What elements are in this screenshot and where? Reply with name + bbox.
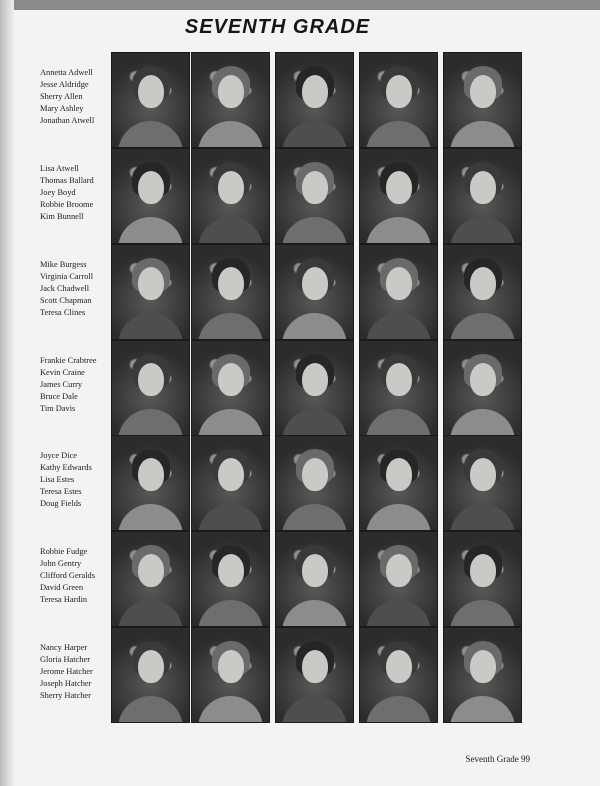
portrait-face xyxy=(470,363,496,396)
student-name: Jack Chadwell xyxy=(40,283,90,293)
student-name: Sherry Hatcher xyxy=(40,690,91,700)
name-list xyxy=(40,355,110,415)
portrait-face xyxy=(386,267,412,300)
portrait-shoulders xyxy=(198,121,263,147)
student-name: Teresa Hardin xyxy=(40,594,88,604)
student-portrait xyxy=(112,532,189,626)
portrait-shoulders xyxy=(282,121,347,147)
portrait-shoulders xyxy=(450,600,515,626)
portrait-face xyxy=(470,171,496,204)
student-name: Mike Burgess xyxy=(40,260,87,269)
portrait-shoulders xyxy=(118,121,183,147)
student-name: Robbie Broome xyxy=(40,199,94,209)
student-portrait xyxy=(444,341,521,435)
portrait-shoulders xyxy=(450,409,515,435)
portrait-shoulders xyxy=(366,313,431,339)
student-portrait xyxy=(112,628,189,722)
portrait-shoulders xyxy=(366,696,431,722)
student-name: Annetta Adwell xyxy=(40,68,93,77)
student-portrait xyxy=(444,149,521,243)
portrait-shoulders xyxy=(450,313,515,339)
student-portrait xyxy=(276,436,353,530)
student-portrait xyxy=(276,149,353,243)
portrait-face xyxy=(218,363,244,396)
student-portrait xyxy=(444,628,521,722)
portrait-shoulders xyxy=(118,696,183,722)
student-name: Lisa Estes xyxy=(40,474,75,484)
student-name: Thomas Ballard xyxy=(40,175,94,185)
student-portrait xyxy=(276,341,353,435)
student-name: Jonathan Atwell xyxy=(40,115,95,125)
student-name: John Gentry xyxy=(40,558,82,568)
portrait-shoulders xyxy=(450,504,515,530)
student-name: Teresa Clines xyxy=(40,307,86,317)
name-list xyxy=(40,259,110,319)
portrait-face xyxy=(386,458,412,491)
student-portrait xyxy=(192,245,269,339)
portrait-shoulders xyxy=(282,504,347,530)
portrait-face xyxy=(138,650,164,683)
portrait-face xyxy=(218,458,244,491)
portrait-shoulders xyxy=(366,121,431,147)
name-list xyxy=(40,163,110,223)
student-portrait xyxy=(444,436,521,530)
student-portrait xyxy=(112,341,189,435)
student-name: Teresa Estes xyxy=(40,486,82,496)
student-name: Joyce Dice xyxy=(40,451,77,460)
portrait-face xyxy=(302,554,328,587)
student-name: Scott Chapman xyxy=(40,295,92,305)
portrait-face xyxy=(386,171,412,204)
student-portrait xyxy=(276,532,353,626)
portrait-face xyxy=(138,267,164,300)
page-title: SEVENTH GRADE xyxy=(184,16,371,38)
student-portrait xyxy=(192,436,269,530)
student-portrait xyxy=(444,532,521,626)
name-list xyxy=(40,67,110,127)
student-name: James Curry xyxy=(40,379,83,389)
book-spine-shadow xyxy=(0,0,14,786)
portrait-shoulders xyxy=(198,313,263,339)
portrait-face xyxy=(138,75,164,108)
student-name: Kathy Edwards xyxy=(40,462,92,472)
student-portrait xyxy=(192,341,269,435)
student-name: Tim Davis xyxy=(40,403,76,413)
portrait-shoulders xyxy=(282,217,347,243)
portrait-shoulders xyxy=(282,696,347,722)
student-name: Sherry Allen xyxy=(40,91,83,101)
portrait-face xyxy=(138,458,164,491)
student-portrait xyxy=(112,53,189,147)
portrait-face xyxy=(218,267,244,300)
portrait-face xyxy=(302,363,328,396)
student-name: Kim Bunnell xyxy=(40,211,84,221)
portrait-shoulders xyxy=(118,600,183,626)
portrait-face xyxy=(218,171,244,204)
student-portrait xyxy=(112,149,189,243)
portrait-shoulders xyxy=(198,409,263,435)
portrait-face xyxy=(302,267,328,300)
portrait-shoulders xyxy=(118,504,183,530)
student-portrait xyxy=(276,53,353,147)
portrait-face xyxy=(138,363,164,396)
student-portrait xyxy=(360,245,437,339)
student-portrait xyxy=(360,53,437,147)
student-portrait xyxy=(360,436,437,530)
portrait-shoulders xyxy=(118,313,183,339)
portrait-shoulders xyxy=(450,696,515,722)
student-name: Robbie Fudge xyxy=(40,547,88,556)
portrait-shoulders xyxy=(450,121,515,147)
portrait-shoulders xyxy=(366,409,431,435)
student-name: Lisa Atwell xyxy=(40,164,79,173)
student-name: Joey Boyd xyxy=(40,187,76,197)
portrait-face xyxy=(470,458,496,491)
portrait-face xyxy=(218,554,244,587)
student-name: Gloria Hatcher xyxy=(40,654,90,664)
student-portrait xyxy=(276,628,353,722)
portrait-shoulders xyxy=(282,600,347,626)
portrait-shoulders xyxy=(198,504,263,530)
portrait-face xyxy=(386,650,412,683)
student-portrait xyxy=(192,532,269,626)
portrait-face xyxy=(302,650,328,683)
student-portrait xyxy=(360,628,437,722)
student-name: Jesse Aldridge xyxy=(40,79,89,89)
portrait-face xyxy=(302,171,328,204)
portrait-shoulders xyxy=(366,217,431,243)
student-name: Mary Ashley xyxy=(40,103,84,113)
page-footer: Seventh Grade 99 xyxy=(465,754,530,764)
student-name: Nancy Harper xyxy=(40,643,88,652)
portrait-shoulders xyxy=(198,600,263,626)
student-name: Joseph Hatcher xyxy=(40,678,92,688)
student-name: Doug Fields xyxy=(40,498,82,508)
student-portrait xyxy=(444,53,521,147)
student-name: Clifford Geralds xyxy=(40,570,95,580)
student-portrait xyxy=(444,245,521,339)
portrait-face xyxy=(386,363,412,396)
student-name: Virginia Carroll xyxy=(40,271,94,281)
student-portrait xyxy=(192,149,269,243)
portrait-shoulders xyxy=(282,409,347,435)
student-portrait xyxy=(112,436,189,530)
student-name: Kevin Craine xyxy=(40,367,85,377)
name-list xyxy=(40,450,110,510)
student-portrait xyxy=(360,532,437,626)
student-portrait xyxy=(360,149,437,243)
portrait-shoulders xyxy=(450,217,515,243)
portrait-shoulders xyxy=(118,217,183,243)
student-name: David Green xyxy=(40,582,84,592)
student-portrait xyxy=(276,245,353,339)
page-top-edge xyxy=(0,0,600,10)
portrait-shoulders xyxy=(366,600,431,626)
portrait-face xyxy=(470,554,496,587)
student-name: Jerome Hatcher xyxy=(40,666,93,676)
portrait-face xyxy=(386,554,412,587)
name-list xyxy=(40,642,110,702)
portrait-face xyxy=(138,171,164,204)
portrait-face xyxy=(218,75,244,108)
student-portrait xyxy=(192,628,269,722)
portrait-face xyxy=(138,554,164,587)
portrait-face xyxy=(302,458,328,491)
portrait-face xyxy=(218,650,244,683)
portrait-shoulders xyxy=(366,504,431,530)
student-portrait xyxy=(360,341,437,435)
portrait-face xyxy=(470,267,496,300)
portrait-shoulders xyxy=(118,409,183,435)
student-portrait xyxy=(192,53,269,147)
student-name: Frankie Crabtree xyxy=(40,356,97,365)
student-portrait xyxy=(112,245,189,339)
name-list xyxy=(40,546,110,606)
portrait-shoulders xyxy=(282,313,347,339)
portrait-face xyxy=(470,75,496,108)
portrait-face xyxy=(386,75,412,108)
portrait-shoulders xyxy=(198,217,263,243)
student-name: Bruce Dale xyxy=(40,391,78,401)
portrait-shoulders xyxy=(198,696,263,722)
portrait-face xyxy=(470,650,496,683)
portrait-face xyxy=(302,75,328,108)
